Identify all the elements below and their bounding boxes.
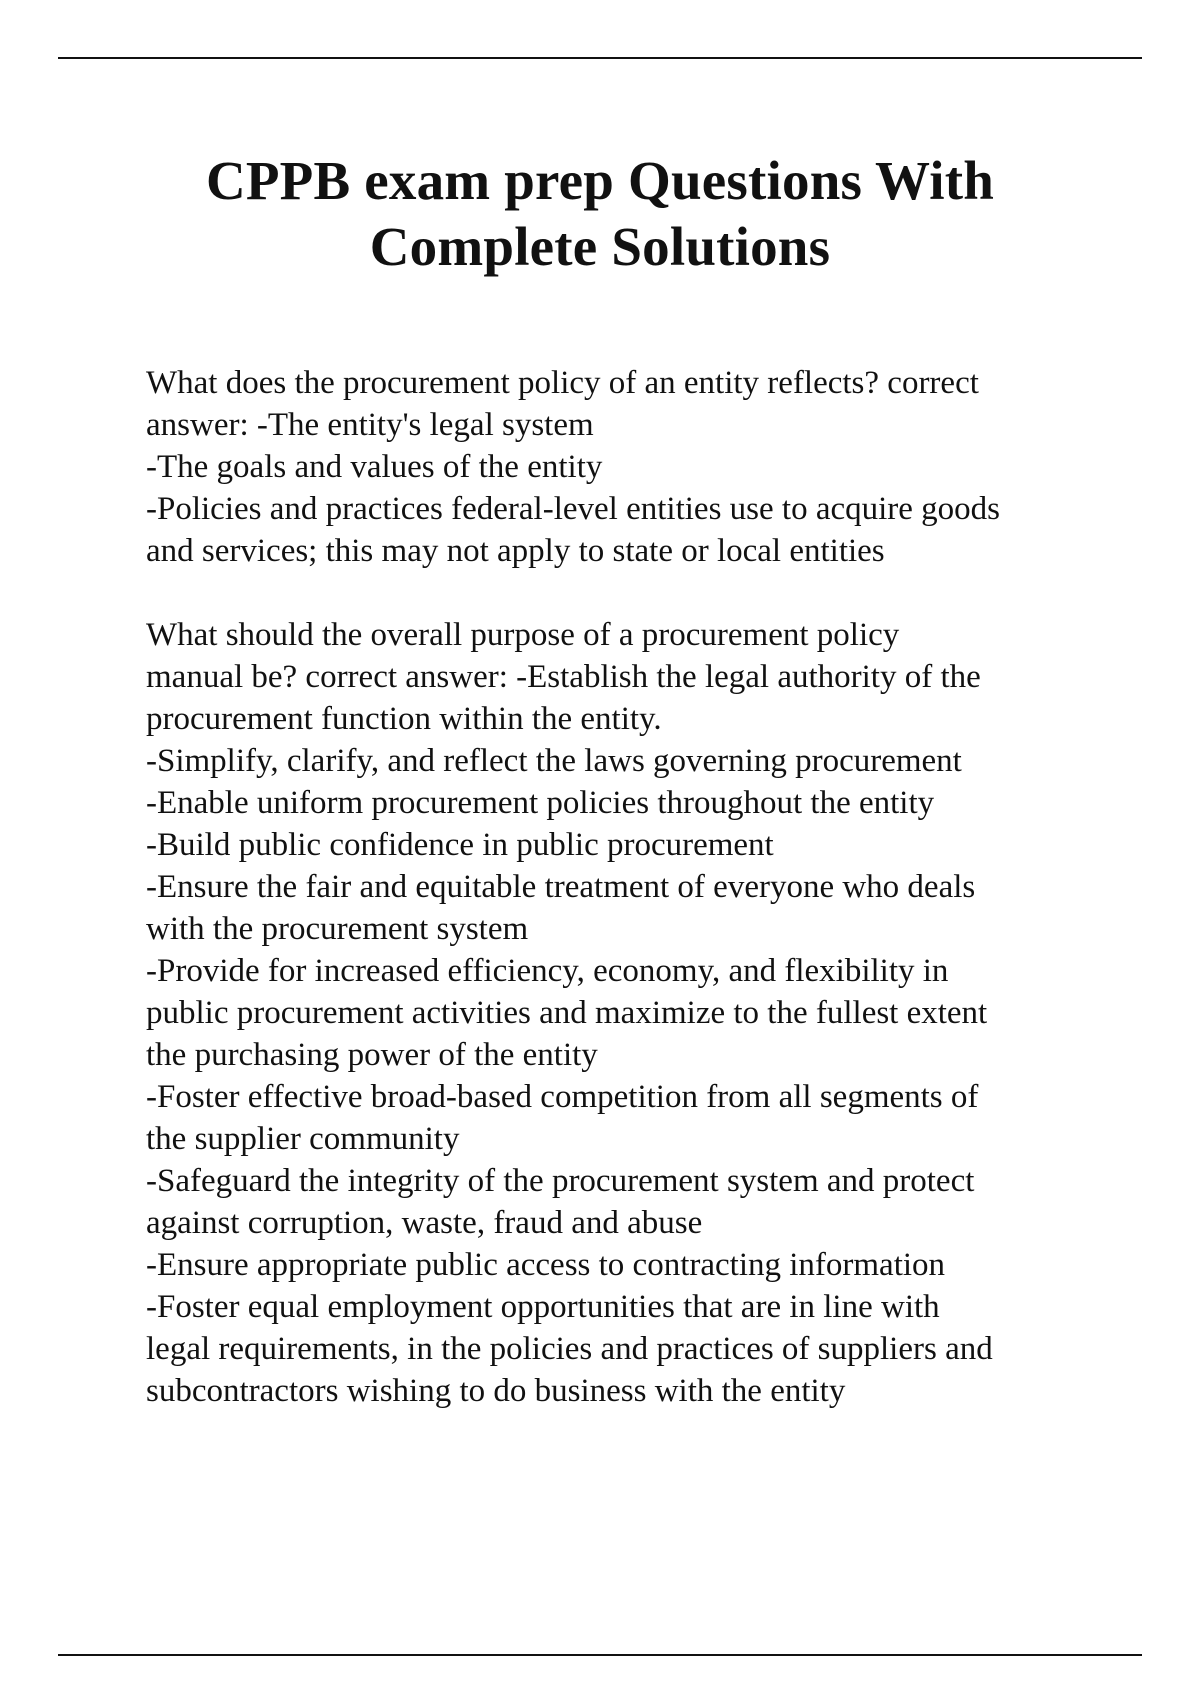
text-line: procurement function within the entity. [146, 701, 662, 737]
text-line: What should the overall purpose of a procurement policy [146, 617, 900, 653]
title-line-1: CPPB exam prep Questions With [205, 150, 995, 211]
text-line: subcontractors wishing to do business with the entity [146, 1373, 846, 1409]
text-line: with the procurement system [146, 911, 529, 947]
text-line: the supplier community [146, 1121, 460, 1157]
text-line: public procurement activities and maximize to the fullest extent [146, 995, 988, 1031]
text-line: manual be? correct answer: -Establish the legal authority of the [146, 659, 981, 695]
text-line: -Ensure the fair and equitable treatment of everyone who deals [146, 869, 976, 905]
qa-item-1 [146, 362, 1106, 572]
text-line: -Build public confidence in public procurement [146, 827, 774, 863]
text-line: -Foster effective broad-based competition from all segments of [146, 1079, 979, 1115]
top-divider [58, 57, 1142, 59]
qa-item-2 [146, 614, 1106, 1412]
text-line: -Policies and practices federal-level entities use to acquire goods [146, 491, 1001, 527]
text-line: -Simplify, clarify, and reflect the laws governing procurement [146, 743, 962, 779]
text-line: -Safeguard the integrity of the procurement system and protect [146, 1163, 975, 1199]
text-line: -Provide for increased efficiency, economy, and flexibility in [146, 953, 949, 989]
text-line: What does the procurement policy of an entity reflects? correct [146, 365, 979, 401]
bottom-divider [58, 1654, 1142, 1656]
text-line: the purchasing power of the entity [146, 1037, 598, 1073]
text-line: legal requirements, in the policies and practices of suppliers and [146, 1331, 993, 1367]
document-body [146, 362, 1106, 1412]
text-line: -Ensure appropriate public access to contracting information [146, 1247, 946, 1283]
title-line-2: Complete Solutions [369, 216, 831, 277]
text-line: -Foster equal employment opportunities that are in line with [146, 1289, 940, 1325]
text-line: and services; this may not apply to state or local entities [146, 533, 885, 569]
text-line: -Enable uniform procurement policies throughout the entity [146, 785, 935, 821]
document-title [100, 148, 1100, 280]
text-line: against corruption, waste, fraud and abuse [146, 1205, 703, 1241]
text-line: -The goals and values of the entity [146, 449, 603, 485]
text-line: answer: -The entity's legal system [146, 407, 594, 443]
